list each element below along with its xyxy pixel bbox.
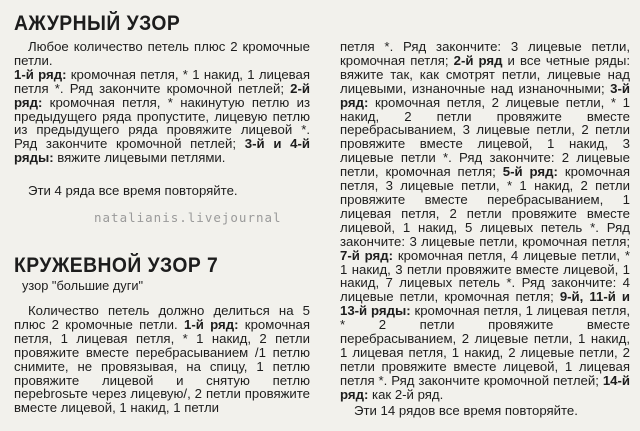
intro-text: Количество петель должно делиться на 5 плюс 2 кромочные петли. bbox=[14, 303, 310, 332]
row-text: кромочная петля, 2 лицевые петли, * 1 накид, 2 петли провяжите вместе перебрасыванием, 3 лицевые петли, 2 петли провяжите вместе лицевой, 1 накид, 3 лицевые петли *. Ряд закончите: 2 лицевые петли, кромочная петля; bbox=[340, 94, 630, 180]
row-label: 3-й ряд: bbox=[340, 80, 630, 110]
title-openwork-pattern: АЖУРНЫЙ УЗОР bbox=[14, 12, 181, 35]
row-label: 14-й ряд: bbox=[340, 372, 630, 402]
row-label: 5-й ряд: bbox=[502, 164, 558, 180]
row-label: 2-й ряд bbox=[453, 52, 503, 68]
row-label: 1-й ряд: bbox=[14, 66, 67, 82]
paragraph-lace-rows bbox=[340, 40, 630, 402]
row-text: кромочная петля, * 1 накид, 1 лицевая петля *. Ряд закончите кромочной петлей; bbox=[14, 66, 310, 96]
row-label: 7-й ряд: bbox=[340, 247, 393, 263]
row-label: 9-й, 11-й и 13-й ряды: bbox=[340, 289, 630, 319]
paragraph-repeat-note-2: Эти 14 рядов все время повторяйте. bbox=[354, 403, 578, 418]
paragraph-lace-intro bbox=[14, 304, 310, 415]
title-lace-pattern: КРУЖЕВНОЙ УЗОР 7 bbox=[14, 254, 219, 277]
row-label: 3-й и 4-й ряды: bbox=[14, 136, 310, 166]
row-text: как 2-й ряд. bbox=[368, 386, 444, 402]
watermark-text: natalianis.livejournal bbox=[94, 210, 282, 225]
intro-text: Любое количество петель плюс 2 кромочные петли. bbox=[14, 39, 310, 68]
row-text: кромочная петля, 3 лицевые петли, * 1 накид, 2 петли провяжите вместе перебрасыванием, 1 лицевая петля, 2 петли провяжите вместе лицевой, 1 накид, 5 лицевых петель *. Ряд закончите: 3 лицевые петли, кромочная петля; bbox=[340, 164, 631, 249]
row-text: кромочная петля, * накинутую петлю из предыдущего ряда пропустите, лицевую петлю из предыдущего ряда провяжите лицевой *. Ряд закончите кромочной петлей; bbox=[14, 94, 310, 152]
row-label: 1-й ряд: bbox=[183, 316, 239, 332]
row-text: вяжите лицевыми петлями. bbox=[53, 150, 226, 166]
paragraph-openwork-instructions bbox=[14, 40, 310, 165]
row-label: 2-й ряд: bbox=[14, 80, 310, 110]
row-text: кромочная петля, 1 лицевая петля, * 1 накид, 2 петли провяжите вместе перебрасыванием /1 петлю снимите, не провязывая, на спицу, 1 петлю провяжите лицевой и снятую петлю переbrosьте через лицевую/, 2 петли провяжите вместе лицевой, 1 накид, 1 петли bbox=[14, 316, 310, 416]
row-text: кромочная петля, 1 лицевая петля, * 2 петли провяжите вместе перебрасыванием, 2 лицевые петли, 1 накид, 1 лицевая петля, 1 накид, 2 лицевые петли, 2 петли провяжите вместе лицевой, 1 лицевая петля *. Ряд закончите кромочной петлей; bbox=[340, 303, 630, 388]
row-text: петля *. Ряд закончите: 3 лицевые петли, кромочная петля; bbox=[340, 39, 630, 68]
row-text: кромочная петля, 4 лицевые петли, * 1 накид, 3 петли провяжите вместе лицевой, 1 накид, 7 лицевых петель *. Ряд закончите: 4 лицевые петли, кромочная петля; bbox=[340, 247, 630, 305]
subtitle-big-arcs: узор "большие дуги" bbox=[22, 278, 144, 293]
row-text: и все четные ряды: вяжите так, как смотрят петли, лицевые над лицевыми, изнаночные над изнаночными; bbox=[340, 52, 631, 96]
paragraph-repeat-note: Эти 4 ряда все время повторяйте. bbox=[28, 183, 238, 198]
